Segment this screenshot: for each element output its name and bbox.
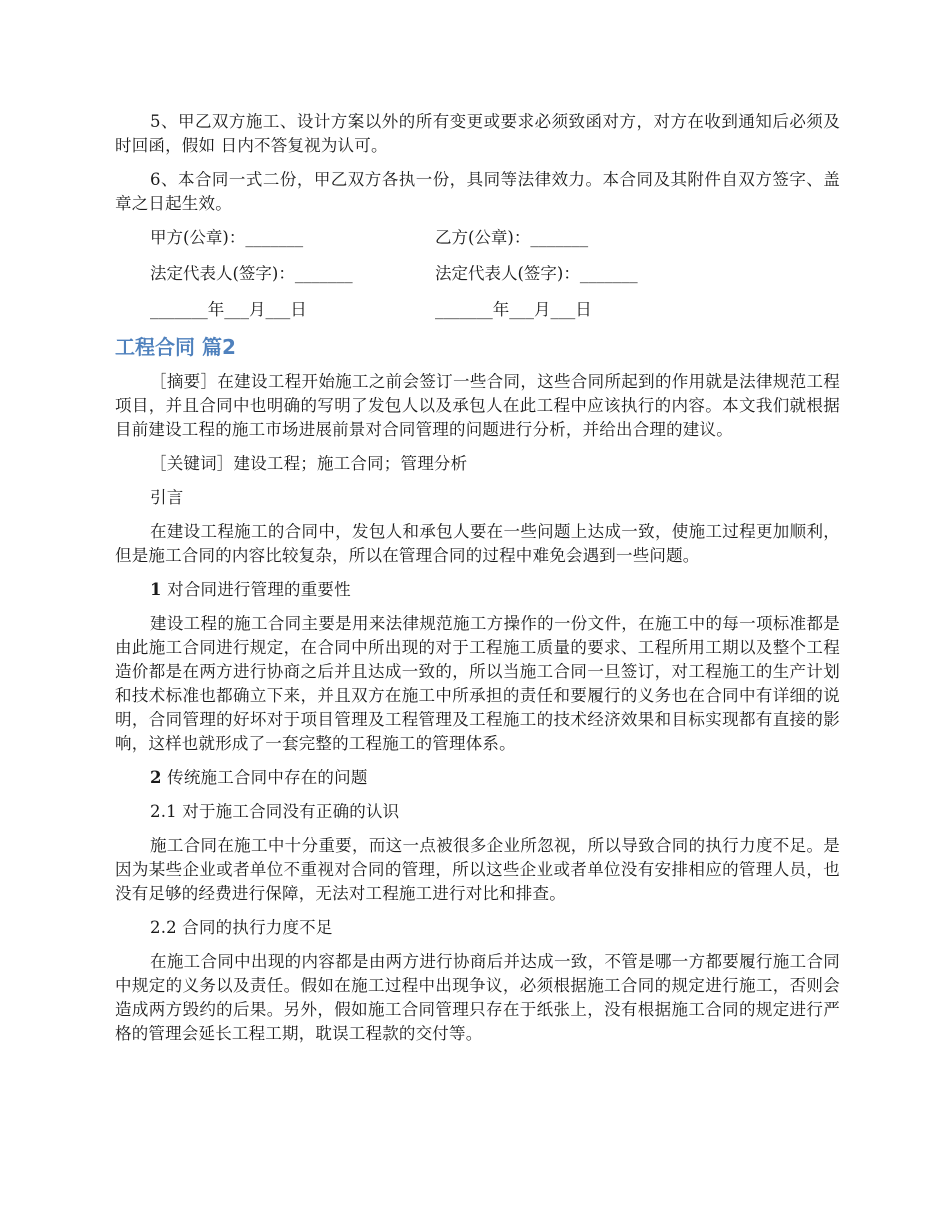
signature-row-date [115, 298, 840, 322]
party-a-rep: 法定代表人(签字)：_______ [150, 264, 353, 283]
party-a-seal: 甲方(公章)：_______ [150, 228, 304, 247]
document-page [115, 110, 840, 1056]
section-1-number: 1 [150, 580, 162, 599]
section-1-heading [115, 578, 840, 602]
section-1-title: 对合同进行管理的重要性 [161, 580, 351, 599]
signature-row-seal [115, 226, 840, 250]
section-2-2-heading: 2.2 合同的执行力度不足 [150, 918, 333, 937]
section-2-2-paragraph: 在施工合同中出现的内容都是由两方进行协商后并达成一致，不管是哪一方都要履行施工合同中规定的义务以及责任。假如在施工过程中出现争议，必须根据施工合同的规定进行施工，否则会造成两方毁约的后果。另外，假如施工合同管理只存在于纸张上，没有根据施工合同的规定进行严格的管理会延长工程工期，耽误工程款的交付等。 [115, 952, 840, 1043]
abstract-paragraph: ［摘要］在建设工程开始施工之前会签订一些合同，这些合同所起到的作用就是法律规范工程项目，并且合同中也明确的写明了发包人以及承包人在此工程中应该执行的内容。本文我们就根据目前建设工程的施工市场进展前景对合同管理的问题进行分析，并给出合理的建议。 [115, 372, 840, 439]
clause-5: 5、甲乙双方施工、设计方案以外的所有变更或要求必须致函对方，对方在收到通知后必须及时回函，假如 日内不答复视为认可。 [115, 112, 840, 155]
section-2-number: 2 [150, 768, 162, 787]
party-a-date: _______年___月___日 [150, 300, 307, 319]
party-b-seal: 乙方(公章)：_______ [435, 228, 589, 247]
section-2-heading [115, 766, 840, 790]
signature-row-rep [115, 262, 840, 286]
section-2-1-paragraph: 施工合同在施工中十分重要，而这一点被很多企业所忽视，所以导致合同的执行力度不足。是因为某些企业或者单位不重视对合同的管理，所以这些企业或者单位没有安排相应的管理人员，也没有足够的经费进行保障，无法对工程施工进行对比和排查。 [115, 836, 840, 903]
party-b-date: _______年___月___日 [435, 300, 592, 319]
keywords-line: ［关键词］建设工程；施工合同；管理分析 [150, 454, 468, 473]
section-2-title: 传统施工合同中存在的问题 [161, 768, 368, 787]
clause-6: 6、本合同一式二份，甲乙双方各执一份，具同等法律效力。本合同及其附件自双方签字、盖章之日起生效。 [115, 170, 840, 213]
party-b-rep: 法定代表人(签字)：_______ [435, 264, 638, 283]
intro-heading: 引言 [150, 488, 184, 507]
section-2-1-heading: 2.1 对于施工合同没有正确的认识 [150, 802, 400, 821]
intro-paragraph: 在建设工程施工的合同中，发包人和承包人要在一些问题上达成一致，使施工过程更加顺利，但是施工合同的内容比较复杂，所以在管理合同的过程中难免会遇到一些问题。 [115, 522, 840, 565]
section-title: 工程合同 篇2 [115, 335, 236, 359]
section-1-paragraph: 建设工程的施工合同主要是用来法律规范施工方操作的一份文件，在施工中的每一项标准都是由此施工合同进行规定，在合同中所出现的对于工程施工质量的要求、工程所用工期以及整个工程造价都是在两方进行协商之后并且达成一致的，所以当施工合同一旦签订，对工程施工的生产计划和技术标准也都确立下来，并且双方在施工中所承担的责任和要履行的义务也在合同中有详细的说明，合同管理的好坏对于项目管理及工程管理及工程施工的技术经济效果和目标实现都有直接的影响，这样也就形成了一套完整的工程施工的管理体系。 [115, 614, 840, 753]
